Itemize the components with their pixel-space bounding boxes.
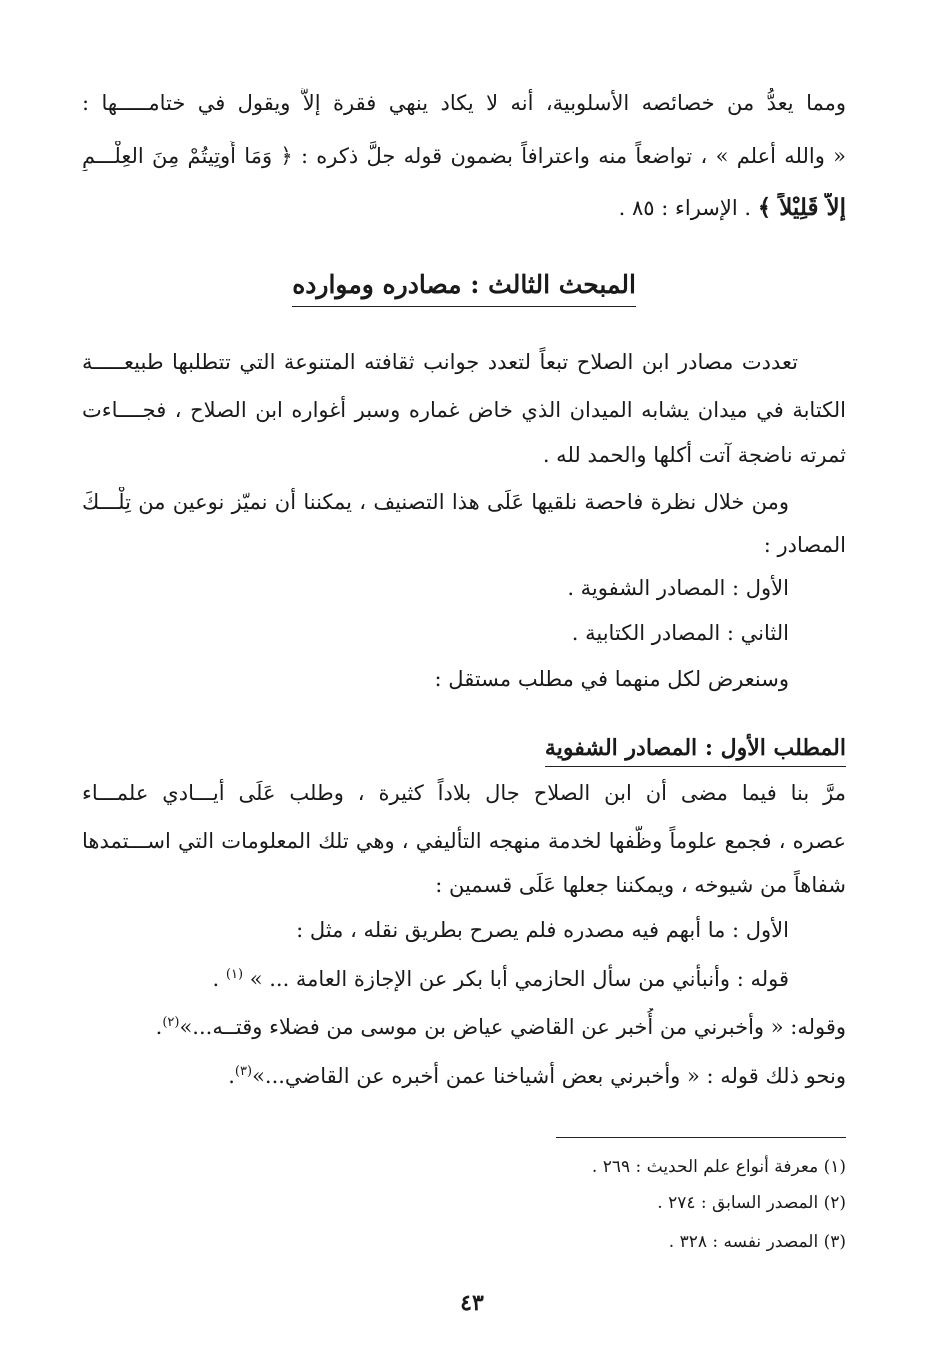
example-3-end: . <box>228 1064 235 1088</box>
verse-reference: . الإسراء : ٨٥ . <box>618 196 758 220</box>
footnote-ref-3: (٣) <box>234 1064 253 1079</box>
section-body-line-5: المصادر : <box>763 533 846 557</box>
example-2-end: . <box>155 1015 163 1039</box>
list-item-2: الثاني : المصادر الكتابية . <box>571 621 789 645</box>
subsection-heading: المطلب الأول : المصادر الشفوية <box>545 733 846 767</box>
example-1 <box>82 960 789 994</box>
example-1-end: . <box>212 967 226 991</box>
example-3-text: ونحو ذلك قوله : « وأخبرني بعض أشياخنا عمن أخبره عن القاضي...» <box>252 1064 846 1088</box>
page-number: ٤٣ <box>460 1290 484 1316</box>
examples-intro: الأول : ما أبهم فيه مصدره فلم يصرح بطريق نقله ، مثل : <box>296 918 789 942</box>
subsection-body-line-1: مرَّ بنا فيما مضى أن ابن الصلاح جال بلاداً كثيرة ، وطلب عَلَى أيـــادي علمـــاء <box>82 781 846 805</box>
footnote-3: (٣) المصدر نفسه : ٣٢٨ . <box>668 1232 846 1252</box>
subsection-body-line-2: عصره ، فجمع علوماً وظّفها لخدمة منهجه التأليفي ، وهي تلك المعلومات التي اســـتمدها <box>82 829 846 853</box>
footnote-2: (٢) المصدر السابق : ٢٧٤ . <box>657 1193 846 1213</box>
footnote-divider <box>556 1137 846 1138</box>
example-3 <box>82 1057 846 1091</box>
section-body-line-4: ومن خلال نظرة فاحصة نلقيها عَلَى هذا التصنيف ، يمكننا أن نميّز نوعين من تِلْـــكَ <box>82 490 789 514</box>
quran-verse-end: إلاَّ قَلِيْلاً ﴾ <box>757 194 846 221</box>
example-1-text: قوله : وأنبأني من سأل الحازمي أبا بكر عن الإجازة العامة ... » <box>249 967 789 991</box>
section-body-line-3: ثمرته ناضجة آتت أكلها والحمد لله . <box>542 443 846 467</box>
section-body-line-1: تعددت مصادر ابن الصلاح تبعاً لتعدد جوانب ثقافته المتنوعة التي تتطلبها طبيعـــــة <box>82 350 798 374</box>
intro-line-3 <box>82 193 846 223</box>
footnote-ref-1: (١) <box>225 967 244 982</box>
list-item-3: وسنعرض لكل منهما في مطلب مستقل : <box>434 667 789 691</box>
subsection-body-line-3: شفاهاً من شيوخه ، ويمكننا جعلها عَلَى قسمين : <box>435 873 846 897</box>
example-2 <box>82 1008 846 1042</box>
footnote-1: (١) معرفة أنواع علم الحديث : ٢٦٩ . <box>591 1157 846 1177</box>
list-item-1: الأول : المصادر الشفوية . <box>567 576 789 600</box>
intro-line-2: « والله أعلم » ، تواضعاً منه واعترافاً بضمون قوله جلَّ ذكره : ﴿ وَمَا أُوتِيتُمْ مِنَ العِلْـــمِ <box>82 144 846 168</box>
example-2-text: وقوله: « وأخبرني من أُخبر عن القاضي عياض بن موسى من فضلاء وقتــه...» <box>179 1015 846 1039</box>
section-heading: المبحث الثالث : مصادره وموارده <box>292 268 636 307</box>
intro-line-1: ومما يعدُّ من خصائصه الأسلوبية، أنه لا يكاد ينهي فقرة إلاَّ ويقول في ختامـــــها : <box>82 91 846 115</box>
footnote-ref-2: (٢) <box>162 1015 180 1030</box>
section-body-line-2: الكتابة في ميدان يشابه الميدان الذي خاض غماره وسبر أغواره ابن الصلاح ، فجــــاءت <box>82 398 846 422</box>
